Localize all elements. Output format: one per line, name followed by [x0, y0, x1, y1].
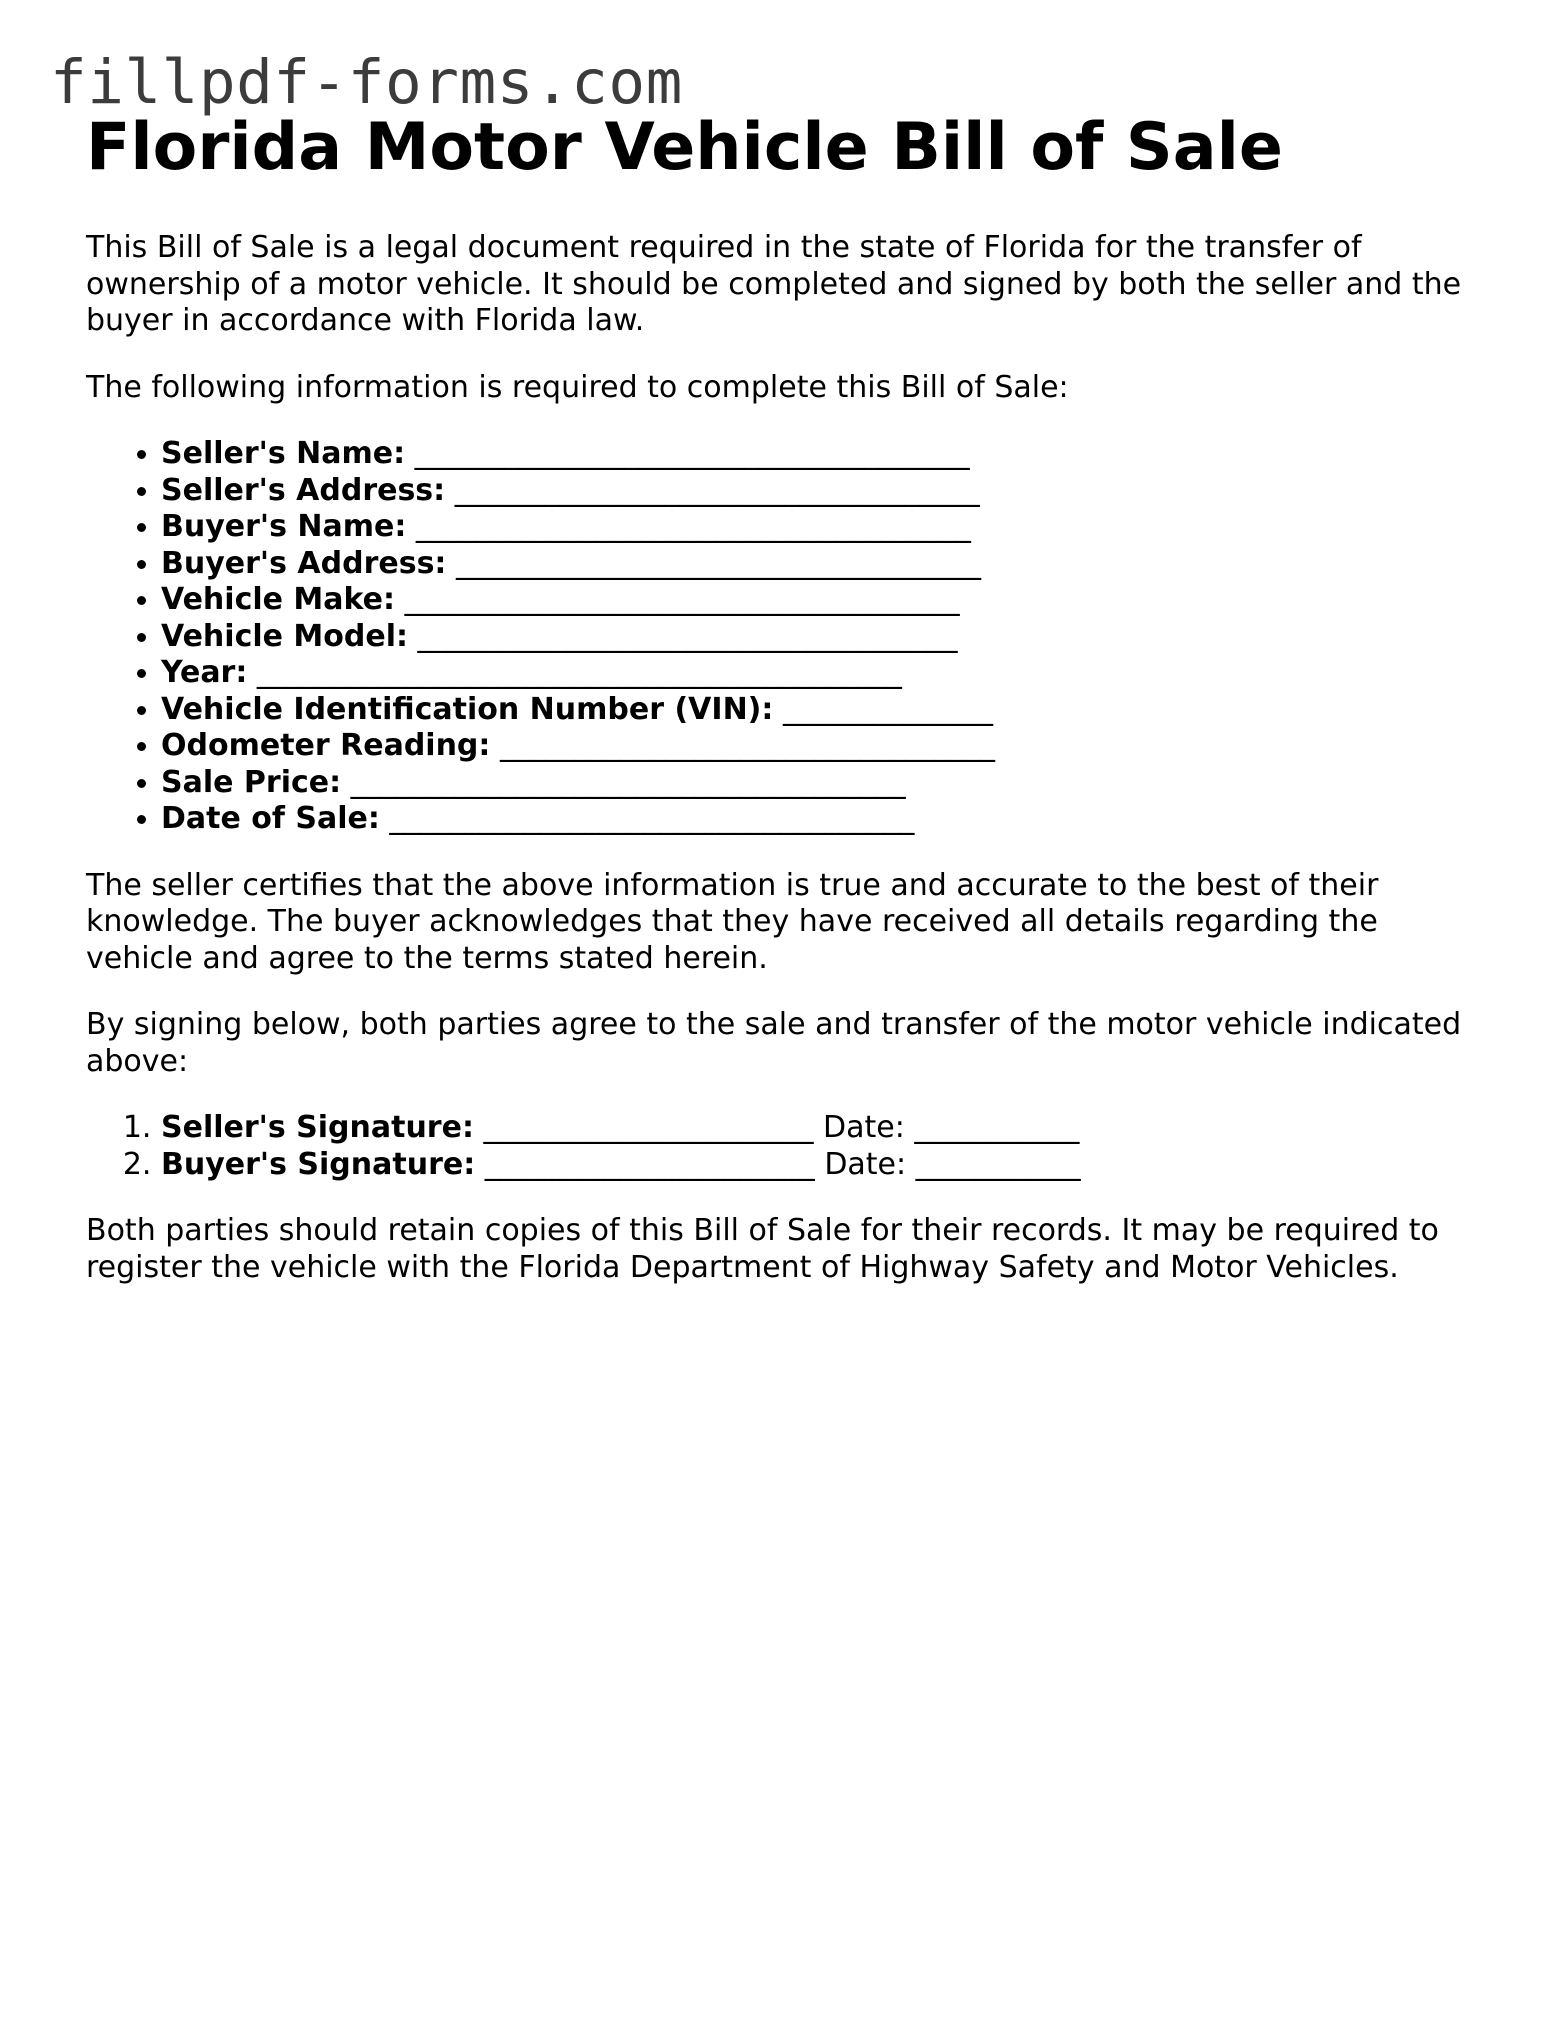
signature-buyer	[161, 1147, 1486, 1184]
page-title: Florida Motor Vehicle Bill of Sale	[86, 110, 1283, 185]
field-year	[161, 655, 1486, 692]
field-sellers-address	[161, 473, 1486, 510]
field-label: Buyer's Name:	[161, 509, 407, 544]
signature-list	[86, 1110, 1486, 1183]
document	[86, 110, 1486, 1316]
field-blank[interactable]: ___________________________________	[454, 472, 980, 508]
field-label: Year:	[161, 655, 248, 690]
field-odometer-reading	[161, 728, 1486, 765]
signing-intro-paragraph: By signing below, both parties agree to the sale and transfer of the motor vehicle indicated above:	[86, 1007, 1462, 1079]
date-blank[interactable]: ___________	[915, 1146, 1081, 1182]
field-buyers-name	[161, 509, 1486, 546]
certification-paragraph: The seller certifies that the above information is true and accurate to the best of their knowledge. The buyer acknowledges that they have received all details regarding the vehicle and agree to the terms stated herein.	[86, 867, 1379, 976]
watermark: fillpdf-forms.com	[50, 47, 683, 118]
info-intro-paragraph: The following information is required to complete this Bill of Sale:	[86, 369, 1069, 405]
field-buyers-address	[161, 546, 1486, 583]
closing-paragraph: Both parties should retain copies of this Bill of Sale for their records. It may be required to register the vehicle with the Florida Department of Highway Safety and Motor Vehicles.	[86, 1213, 1439, 1285]
signature-seller	[161, 1110, 1486, 1147]
field-label: Vehicle Identification Number (VIN):	[161, 691, 774, 727]
field-label: Date of Sale:	[161, 801, 380, 836]
field-date-of-sale	[161, 801, 1486, 838]
field-list	[86, 436, 1486, 838]
field-sellers-name	[161, 436, 1486, 473]
field-blank[interactable]: ____________________________________	[417, 618, 958, 654]
field-blank[interactable]: ______________	[782, 691, 993, 727]
field-blank[interactable]: ___________________________________________	[256, 655, 902, 690]
date-label: Date:	[823, 1110, 905, 1145]
field-vehicle-make	[161, 582, 1486, 619]
field-label: Seller's Address:	[161, 472, 446, 508]
signature-label: Seller's Signature:	[161, 1110, 474, 1145]
signature-label: Buyer's Signature:	[161, 1146, 476, 1182]
field-label: Sale Price:	[161, 764, 342, 800]
field-label: Seller's Name:	[161, 436, 406, 471]
field-label: Vehicle Model:	[161, 618, 408, 654]
field-label: Vehicle Make:	[161, 582, 396, 617]
field-blank[interactable]: _____________________________________	[414, 436, 970, 471]
field-blank[interactable]: _____________________________________	[404, 582, 960, 617]
signature-blank[interactable]: ______________________	[483, 1110, 814, 1145]
field-label: Buyer's Address:	[161, 545, 447, 581]
field-blank[interactable]: ___________________________________	[389, 801, 915, 836]
field-blank[interactable]: _____________________________________	[415, 509, 971, 544]
intro-paragraph: This Bill of Sale is a legal document required in the state of Florida for the transfer of ownership of a motor vehicle. It should be completed and signed by both the seller and the buyer in accordance with Florida law.	[86, 230, 1462, 338]
field-label: Odometer Reading:	[161, 728, 491, 763]
field-blank[interactable]: _________________________________	[499, 728, 995, 763]
signature-blank[interactable]: ______________________	[484, 1146, 815, 1182]
field-vin	[161, 692, 1486, 729]
field-sale-price	[161, 765, 1486, 802]
date-label: Date:	[824, 1146, 907, 1182]
field-blank[interactable]: ___________________________________	[455, 545, 981, 581]
field-vehicle-model	[161, 619, 1486, 656]
field-blank[interactable]: _____________________________________	[350, 764, 906, 800]
date-blank[interactable]: ___________	[914, 1110, 1080, 1145]
